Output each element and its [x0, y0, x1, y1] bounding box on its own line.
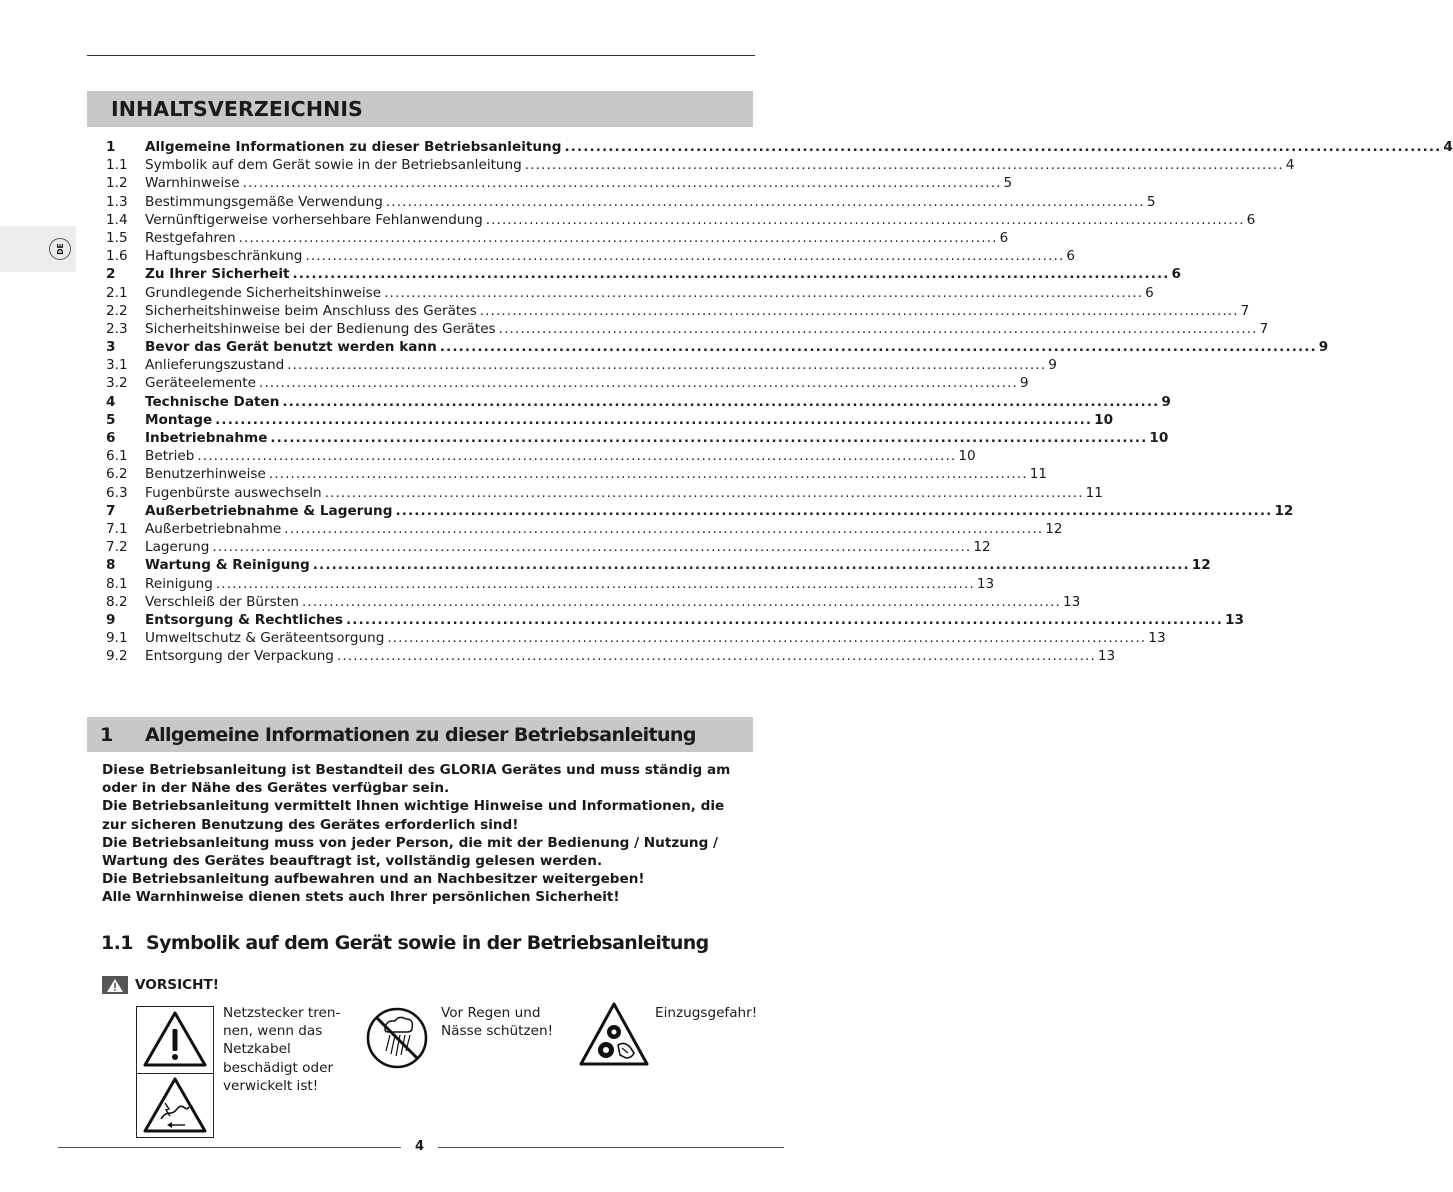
toc-entry [106, 174, 1013, 192]
toc-dot-leader: ............................................................................................................................................ [212, 539, 972, 556]
intro-paragraph: Die Betriebsanleitung vermittelt Ihnen wichtige Hinweise und Informationen, die zur sicheren Benutzung des Gerätes erforderlich sind! [102, 798, 725, 833]
toc-entry-title: Sicherheitshinweise beim Anschluss des Gerätes [145, 302, 477, 319]
toc-entry [106, 647, 1116, 665]
toc-entry-number: 6.3 [106, 484, 128, 501]
toc-entry-number: 7.1 [106, 520, 128, 537]
plug-cable-warning-icon [137, 1073, 213, 1137]
toc-entry-number: 1.4 [106, 211, 128, 228]
toc-dot-leader: ............................................................................................................................................ [305, 248, 1065, 265]
unplug-symbol [136, 1006, 214, 1138]
toc-entry-page: 12 [1191, 557, 1211, 574]
entanglement-warning-icon [578, 1001, 650, 1069]
toc-entry-page: 7 [1240, 302, 1250, 319]
toc-dot-leader: ............................................................................................................................................ [439, 339, 1317, 356]
toc-dot-leader: ............................................................................................................................................ [238, 229, 998, 246]
toc-entry-title: Allgemeine Informationen zu dieser Betriebsanleitung [145, 139, 562, 155]
toc-entry-number: 6.1 [106, 448, 128, 465]
toc-entry [106, 629, 1166, 647]
toc-dot-leader: ............................................................................................................................................ [385, 193, 1145, 210]
toc-entry [106, 502, 1294, 520]
toc-dot-leader: ............................................................................................................................................ [215, 411, 1093, 428]
toc-entry [106, 338, 1329, 356]
toc-entry [106, 393, 1171, 411]
toc-entry-title: Lagerung [145, 539, 210, 556]
toc-entry-number: 8 [106, 557, 116, 574]
toc-entry-page: 4 [1285, 157, 1295, 174]
table-of-contents [106, 138, 1453, 665]
toc-entry-page: 13 [1097, 648, 1116, 665]
toc-entry-page: 11 [1029, 466, 1048, 483]
toc-entry-number: 8.1 [106, 575, 128, 592]
toc-entry-title: Haftungsbeschränkung [145, 248, 303, 265]
toc-entry-page: 11 [1085, 484, 1103, 501]
section-1-intro [102, 761, 752, 907]
toc-entry-number: 3.1 [106, 357, 128, 374]
toc-entry [106, 374, 1029, 392]
toc-entry [106, 484, 1103, 502]
toc-entry-page: 9 [1019, 375, 1029, 392]
toc-entry [106, 229, 1009, 247]
toc-entry-title: Betrieb [145, 448, 195, 465]
toc-entry-title: Außerbetriebnahme [145, 520, 282, 537]
toc-entry-title: Bestimmungsgemäße Verwendung [145, 193, 383, 210]
toc-entry-title: Warnhinweise [145, 175, 240, 192]
toc-entry [106, 538, 991, 556]
warning-triangle-icon [137, 1007, 213, 1071]
toc-entry-page: 6 [1171, 266, 1181, 283]
toc-entry-page: 6 [1066, 248, 1075, 265]
toc-dot-leader: ............................................................................................................................................ [258, 375, 1018, 392]
toc-entry-number: 2 [106, 266, 116, 283]
toc-entry-page: 10 [1094, 411, 1114, 428]
toc-entry-number: 5 [106, 411, 116, 428]
toc-dot-leader: ............................................................................................................................................ [564, 139, 1442, 155]
toc-entry-title: Entsorgung der Verpackung [145, 648, 334, 665]
toc-dot-leader: ............................................................................................................................................ [384, 284, 1144, 301]
toc-dot-leader: ............................................................................................................................................ [524, 157, 1284, 174]
toc-entry [106, 520, 1063, 538]
toc-entry-page: 4 [1443, 139, 1453, 155]
section-1-number: 1 [100, 723, 113, 746]
caution-label [102, 976, 219, 994]
toc-entry-title: Symbolik auf dem Gerät sowie in der Betriebsanleitung [145, 157, 522, 174]
toc-entry-number: 4 [106, 393, 116, 410]
toc-entry [106, 356, 1057, 374]
rain-symbol-text: Vor Regen und Nässe schützen! [441, 1005, 554, 1040]
toc-dot-leader: ............................................................................................................................................ [479, 302, 1239, 319]
section-1-title: Allgemeine Informationen zu dieser Betriebsanleitung [145, 723, 696, 746]
toc-dot-leader: ............................................................................................................................................ [270, 430, 1148, 446]
toc-entry-title: Sicherheitshinweise bei der Bedienung des Gerätes [145, 320, 496, 337]
toc-entry-page: 6 [1145, 284, 1154, 301]
toc-entry-title: Verschleiß der Bürsten [145, 593, 299, 610]
toc-entry-number: 7 [106, 502, 116, 519]
toc-dot-leader: ............................................................................................................................................ [268, 466, 1028, 483]
rain-protection-icon [365, 1006, 429, 1070]
header-rule [87, 55, 755, 56]
toc-entry-number: 2.3 [106, 320, 128, 337]
toc-entry-number: 8.2 [106, 593, 128, 610]
language-badge: DE [49, 238, 71, 260]
toc-entry-page: 7 [1259, 320, 1269, 337]
toc-entry [106, 193, 1156, 211]
intro-paragraph: Diese Betriebsanleitung ist Bestandteil des GLORIA Gerätes und muss ständig am oder in der Nähe des Gerätes verfügbar sein. [102, 762, 731, 797]
toc-entry-title: Fugenbürste auswechseln [145, 484, 322, 501]
toc-entry-title: Außerbetriebnahme & Lagerung [145, 502, 393, 519]
toc-entry [106, 411, 1114, 429]
section-1-heading-banner [87, 717, 753, 752]
intro-paragraph: Die Betriebsanleitung aufbewahren und an Nachbesitzer weitergeben! [102, 871, 645, 888]
intro-paragraph: Alle Warnhinweise dienen stets auch Ihrer persönlichen Sicherheit! [102, 889, 620, 906]
toc-entry-page: 5 [1003, 175, 1013, 192]
toc-heading-banner [87, 91, 753, 127]
toc-entry-number: 9.1 [106, 630, 128, 647]
toc-entry-number: 9.2 [106, 648, 128, 665]
toc-dot-leader: ............................................................................................................................................ [498, 320, 1258, 337]
toc-entry-page: 5 [1146, 193, 1156, 210]
toc-entry-page: 9 [1318, 339, 1329, 356]
toc-entry [106, 247, 1075, 265]
toc-entry-page: 9 [1161, 393, 1171, 410]
toc-entry [106, 556, 1211, 574]
intro-paragraph: Die Betriebsanleitung muss von jeder Person, die mit der Bedienung / Nutzung / Wartung des Gerätes beauftragt ist, vollständig gelesen werden. [102, 834, 719, 870]
toc-dot-leader: ............................................................................................................................................ [312, 557, 1190, 574]
toc-entry-page: 13 [1062, 593, 1081, 610]
toc-entry-title: Wartung & Reinigung [145, 557, 310, 574]
toc-entry [106, 593, 1081, 611]
toc-entry [106, 284, 1154, 302]
toc-heading: INHALTSVERZEICHNIS [111, 97, 363, 121]
toc-entry-title: Technische Daten [145, 393, 280, 410]
toc-entry-number: 9 [106, 611, 116, 628]
toc-dot-leader: ............................................................................................................................................ [387, 630, 1147, 647]
toc-entry-number: 1 [106, 139, 116, 155]
toc-dot-leader: ............................................................................................................................................ [197, 448, 957, 465]
toc-entry [106, 447, 976, 465]
toc-dot-leader: ............................................................................................................................................ [336, 648, 1096, 665]
caution-text: VORSICHT! [135, 977, 219, 993]
section-1-1-title: Symbolik auf dem Gerät sowie in der Betriebsanleitung [146, 932, 709, 954]
toc-entry [106, 302, 1250, 320]
toc-entry-number: 3.2 [106, 375, 128, 392]
toc-entry-number: 6.2 [106, 466, 128, 483]
toc-entry-title: Umweltschutz & Geräteentsorgung [145, 630, 385, 647]
toc-dot-leader: ............................................................................................................................................ [284, 520, 1044, 537]
toc-dot-leader: ............................................................................................................................................ [242, 175, 1002, 192]
toc-entry-number: 6 [106, 430, 116, 446]
toc-entry-page: 10 [1149, 430, 1169, 446]
toc-entry [106, 575, 995, 593]
toc-entry-title: Grundlegende Sicherheitshinweise [145, 284, 382, 301]
unplug-symbol-text: Netzstecker tren-nen, wenn das Netzkabel beschädigt oder verwickelt ist! [223, 1005, 341, 1094]
footer-rule-left [58, 1147, 401, 1148]
toc-entry-title: Inbetriebnahme [145, 430, 268, 446]
toc-entry-title: Geräteelemente [145, 375, 256, 392]
toc-entry-title: Anlieferungszustand [145, 357, 285, 374]
toc-entry-page: 9 [1048, 357, 1057, 374]
toc-entry-number: 1.3 [106, 193, 128, 210]
toc-dot-leader: ............................................................................................................................................ [485, 211, 1245, 228]
toc-entry-page: 6 [1246, 211, 1256, 228]
toc-entry-title: Zu Ihrer Sicherheit [145, 266, 290, 283]
toc-dot-leader: ............................................................................................................................................ [215, 575, 975, 592]
toc-entry-number: 1.1 [106, 157, 128, 174]
toc-entry [106, 138, 1453, 156]
toc-dot-leader: ............................................................................................................................................ [395, 502, 1273, 519]
toc-entry-title: Reinigung [145, 575, 213, 592]
toc-dot-leader: ............................................................................................................................................ [346, 611, 1223, 628]
toc-entry-title: Benutzerhinweise [145, 466, 266, 483]
entanglement-symbol-text: Einzugsgefahr! [655, 1005, 758, 1021]
toc-entry-title: Vernünftigerweise vorhersehbare Fehlanwendung [145, 211, 483, 228]
warning-triangle-icon [102, 976, 128, 994]
toc-entry-number: 7.2 [106, 539, 128, 556]
toc-entry-title: Restgefahren [145, 229, 236, 246]
toc-entry-page: 12 [973, 539, 991, 556]
toc-entry-page: 12 [1274, 502, 1294, 519]
toc-entry [106, 611, 1244, 629]
toc-entry-page: 10 [958, 448, 976, 465]
toc-entry-number: 1.2 [106, 175, 128, 192]
toc-entry-page: 13 [1225, 611, 1244, 628]
toc-entry-page: 12 [1045, 520, 1063, 537]
toc-entry-page: 13 [1148, 630, 1166, 647]
toc-entry-number: 1.5 [106, 229, 128, 246]
toc-entry [106, 265, 1181, 283]
section-1-1-number: 1.1 [101, 932, 133, 954]
toc-dot-leader: ............................................................................................................................................ [292, 266, 1170, 283]
section-1-1-heading [101, 932, 709, 954]
toc-entry [106, 156, 1295, 174]
toc-entry-number: 1.6 [106, 248, 128, 265]
toc-dot-leader: ............................................................................................................................................ [324, 484, 1084, 501]
toc-entry-title: Entsorgung & Rechtliches [145, 611, 344, 628]
toc-dot-leader: ............................................................................................................................................ [287, 357, 1047, 374]
toc-dot-leader: ............................................................................................................................................ [302, 593, 1061, 610]
toc-entry-page: 13 [976, 575, 995, 592]
toc-entry-title: Montage [145, 411, 213, 428]
toc-entry-number: 3 [106, 339, 116, 356]
toc-entry-number: 2.1 [106, 284, 128, 301]
toc-entry-page: 6 [999, 229, 1009, 246]
footer-rule-right [438, 1147, 784, 1148]
toc-entry [106, 465, 1048, 483]
toc-entry [106, 211, 1256, 229]
toc-dot-leader: ............................................................................................................................................ [282, 393, 1160, 410]
toc-entry [106, 429, 1169, 447]
page-number: 4 [414, 1139, 425, 1154]
toc-entry-number: 2.2 [106, 302, 128, 319]
toc-entry [106, 320, 1269, 338]
toc-entry-title: Bevor das Gerät benutzt werden kann [145, 339, 437, 356]
